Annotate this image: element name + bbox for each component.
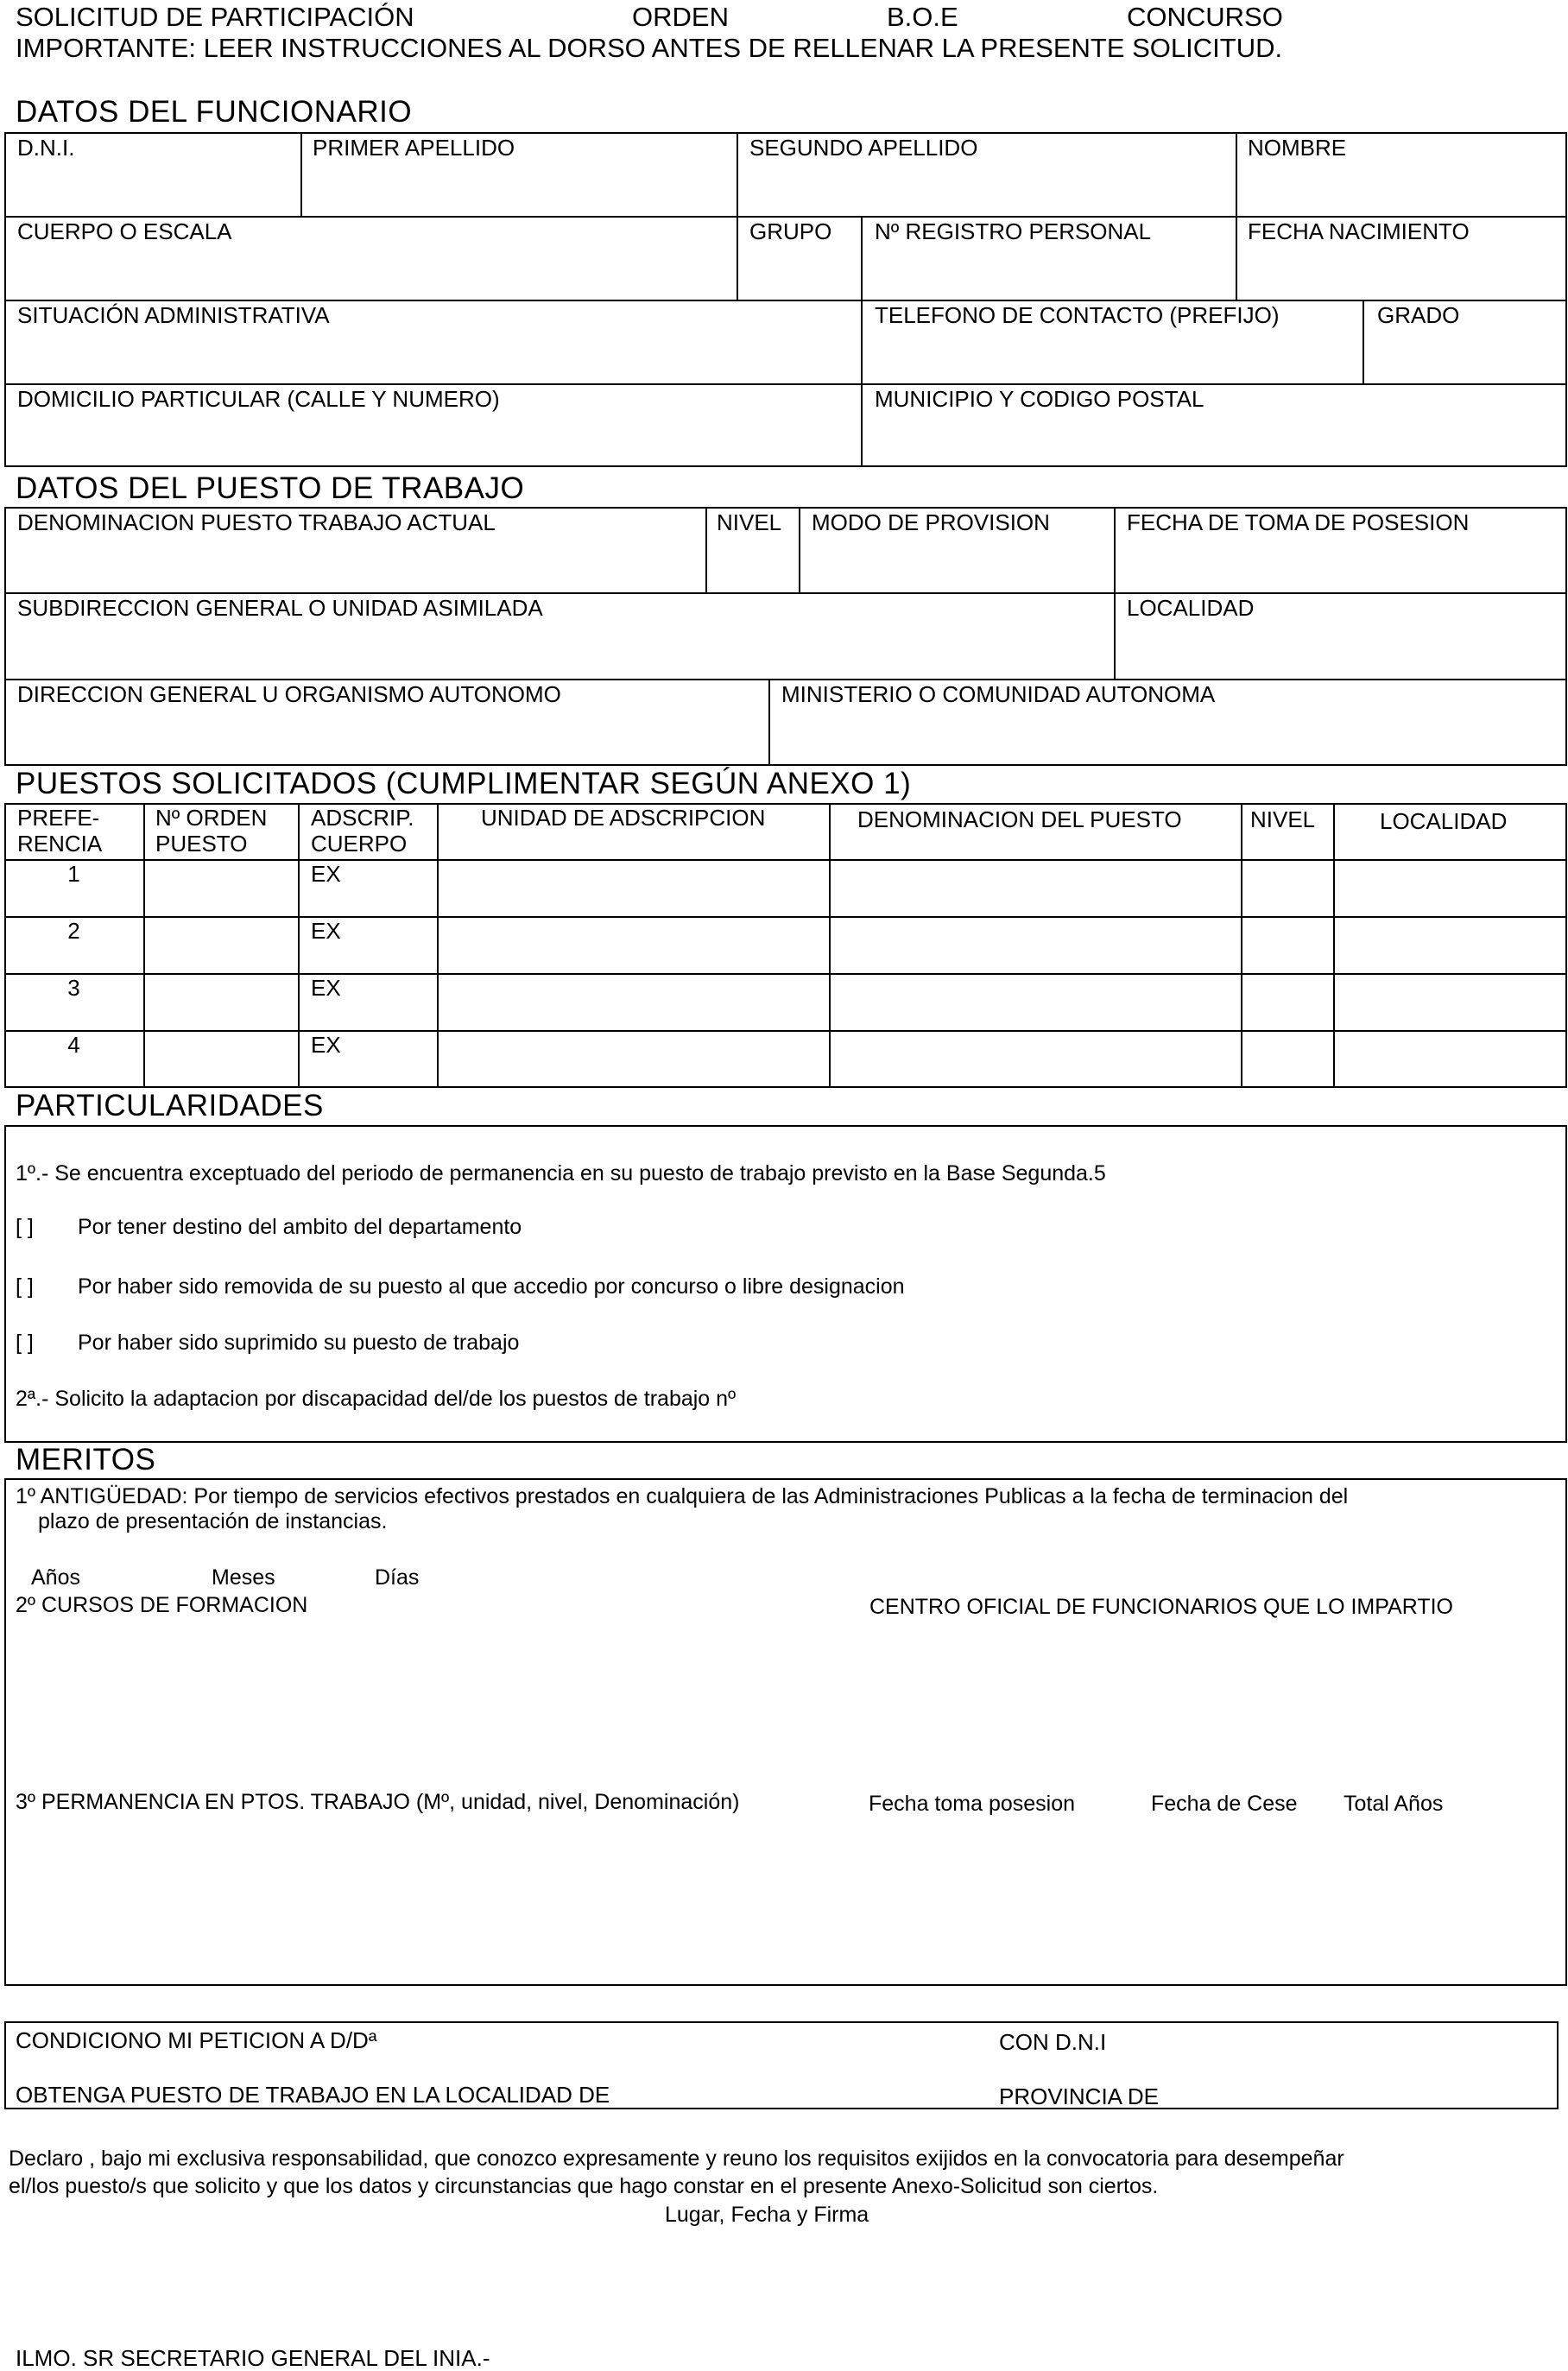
fecha-cese-label: Fecha de Cese	[1151, 1792, 1298, 1816]
anos-label: Años	[31, 1565, 80, 1590]
row-adscrip: EX	[311, 861, 341, 887]
col-adscrip-1: ADSCRIP.	[311, 805, 414, 831]
section-title-meritos: MERITOS	[16, 1443, 156, 1476]
situacion-field[interactable]: SITUACIÓN ADMINISTRATIVA	[17, 302, 330, 328]
fecha-toma-posesion-label: Fecha toma posesion	[869, 1792, 1076, 1816]
col-preferencia-2: RENCIA	[17, 831, 103, 857]
grado-field[interactable]: GRADO	[1377, 302, 1460, 328]
checkbox-bracket[interactable]: [ ]	[16, 1215, 34, 1239]
direccion-field[interactable]: DIRECCION GENERAL U ORGANISMO AUTONOMO	[17, 681, 561, 707]
checkbox-bracket[interactable]: [ ]	[16, 1331, 34, 1355]
particularidad-1: 1º.- Se encuentra exceptuado del periodo de permanencia en su puesto de trabajo previsto en la Base Segunda.5	[16, 1161, 1106, 1186]
meritos-box	[4, 1478, 1567, 1986]
form-title: SOLICITUD DE PARTICIPACIÓN	[16, 2, 414, 32]
antiguedad-line-2: plazo de presentación de instancias.	[38, 1509, 388, 1533]
row-preferencia: 3	[67, 975, 80, 1001]
localidad-condicion-field[interactable]: OBTENGA PUESTO DE TRABAJO EN LA LOCALIDAD DE	[16, 2082, 610, 2108]
option-destino: Por tener destino del ambito del departamento	[78, 1215, 522, 1239]
option-suprimido: Por haber sido suprimido su puesto de trabajo	[78, 1331, 520, 1355]
orden-label: ORDEN	[632, 2, 729, 32]
boe-label: B.O.E	[887, 2, 958, 32]
checkbox-bracket[interactable]: [ ]	[16, 1274, 34, 1299]
particularidad-2: 2ª.- Solicito la adaptacion por discapacidad del/de los puestos de trabajo nº	[16, 1387, 737, 1411]
fecha-nacimiento-field[interactable]: FECHA NACIMIENTO	[1248, 218, 1470, 244]
municipio-field[interactable]: MUNICIPIO Y CODIGO POSTAL	[875, 386, 1204, 412]
declaracion-line-2: el/los puesto/s que solicito y que los datos y circunstancias que hago constar en el presente Anexo-Solicitud son ciertos.	[9, 2174, 1159, 2198]
ministerio-field[interactable]: MINISTERIO O COMUNIDAD AUTONOMA	[781, 681, 1216, 707]
section-title-puesto: DATOS DEL PUESTO DE TRABAJO	[16, 471, 525, 505]
primer-apellido-field[interactable]: PRIMER APELLIDO	[313, 135, 515, 161]
firma-label: Lugar, Fecha y Firma	[665, 2203, 869, 2227]
antiguedad-line-1: 1º ANTIGÜEDAD: Por tiempo de servicios efectivos prestados en cualquiera de las Administraciones Publicas a la fecha de terminacion del	[16, 1484, 1349, 1508]
row-preferencia: 4	[67, 1032, 80, 1058]
row-adscrip: EX	[311, 975, 341, 1001]
centro-label: CENTRO OFICIAL DE FUNCIONARIOS QUE LO IMPARTIO	[869, 1595, 1454, 1619]
important-notice: IMPORTANTE: LEER INSTRUCCIONES AL DORSO ANTES DE RELLENAR LA PRESENTE SOLICITUD.	[16, 33, 1283, 63]
row-adscrip: EX	[311, 1032, 341, 1058]
destinatario: ILMO. SR SECRETARIO GENERAL DEL INIA.-	[16, 2345, 490, 2371]
col-orden-1: Nº ORDEN	[155, 805, 268, 831]
subdireccion-field[interactable]: SUBDIRECCION GENERAL O UNIDAD ASIMILADA	[17, 595, 543, 621]
col-localidad: LOCALIDAD	[1380, 808, 1508, 834]
condiciono-peticion-field[interactable]: CONDICIONO MI PETICION A D/Dª	[16, 2027, 377, 2053]
nivel-field[interactable]: NIVEL	[717, 509, 782, 535]
total-anos-label: Total Años	[1344, 1792, 1444, 1816]
section-title-funcionario: DATOS DEL FUNCIONARIO	[16, 95, 413, 129]
fecha-toma-field[interactable]: FECHA DE TOMA DE POSESION	[1127, 509, 1470, 535]
option-removida: Por haber sido removida de su puesto al que accedio por concurso o libre designacion	[78, 1274, 905, 1299]
provincia-field[interactable]: PROVINCIA DE	[999, 2083, 1159, 2109]
denominacion-field[interactable]: DENOMINACION PUESTO TRABAJO ACTUAL	[17, 509, 496, 535]
grupo-field[interactable]: GRUPO	[749, 218, 832, 244]
localidad-field[interactable]: LOCALIDAD	[1127, 595, 1255, 621]
col-adscrip-2: CUERPO	[311, 831, 408, 857]
dias-label: Días	[375, 1565, 420, 1590]
segundo-apellido-field[interactable]: SEGUNDO APELLIDO	[749, 135, 978, 161]
section-title-particularidades: PARTICULARIDADES	[16, 1089, 324, 1122]
domicilio-field[interactable]: DOMICILIO PARTICULAR (CALLE Y NUMERO)	[17, 386, 500, 412]
dni-field[interactable]: D.N.I.	[17, 135, 75, 161]
col-preferencia-1: PREFE-	[17, 805, 100, 831]
registro-field[interactable]: Nº REGISTRO PERSONAL	[875, 218, 1152, 244]
cuerpo-field[interactable]: CUERPO O ESCALA	[17, 218, 232, 244]
telefono-field[interactable]: TELEFONO DE CONTACTO (PREFIJO)	[875, 302, 1280, 328]
nombre-field[interactable]: NOMBRE	[1248, 135, 1347, 161]
con-dni-field[interactable]: CON D.N.I	[999, 2029, 1107, 2055]
declaracion-line-1: Declaro , bajo mi exclusiva responsabilidad, que conozco expresamente y reuno los requisitos exijidos en la convocatoria para desempeñar	[9, 2147, 1344, 2171]
col-nivel: NIVEL	[1250, 806, 1316, 832]
meses-label: Meses	[212, 1565, 275, 1590]
section-title-solicitados: PUESTOS SOLICITADOS (CUMPLIMENTAR SEGÚN ANEXO 1)	[16, 767, 912, 800]
concurso-label: CONCURSO	[1127, 2, 1283, 32]
row-adscrip: EX	[311, 918, 341, 944]
col-denominacion: DENOMINACION DEL PUESTO	[857, 806, 1182, 832]
cursos-label: 2º CURSOS DE FORMACION	[16, 1593, 308, 1617]
modo-provision-field[interactable]: MODO DE PROVISION	[812, 509, 1050, 535]
col-unidad: UNIDAD DE ADSCRIPCION	[481, 805, 766, 831]
puesto-table	[4, 507, 1567, 766]
row-preferencia: 1	[67, 861, 80, 887]
col-orden-2: PUESTO	[155, 831, 248, 857]
permanencia-label: 3º PERMANENCIA EN PTOS. TRABAJO (Mº, unidad, nivel, Denominación)	[16, 1790, 740, 1814]
row-preferencia: 2	[67, 918, 80, 944]
